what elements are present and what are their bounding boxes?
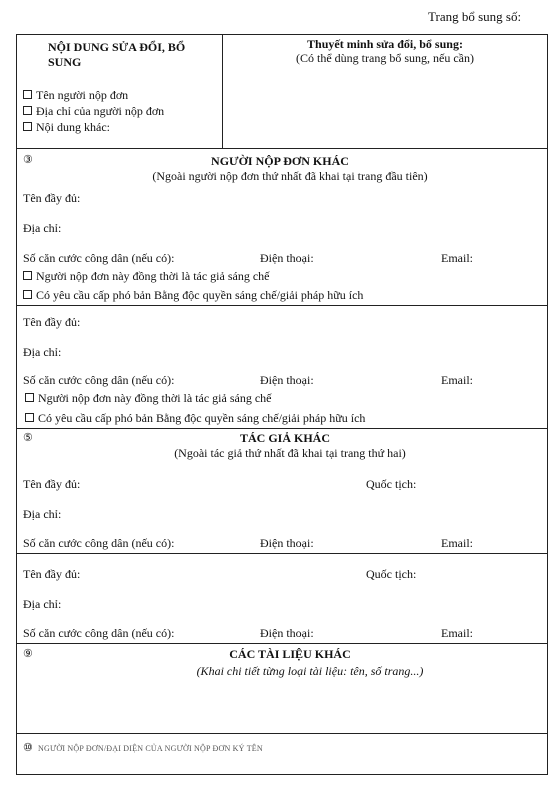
section-number: ⑨: [23, 648, 33, 660]
applicant-1-check-copy[interactable]: Có yêu cầu cấp phó bản Bằng độc quyền sáng chế/giải pháp hữu ích: [23, 288, 363, 303]
rule-after-documents: [16, 733, 548, 734]
amend-divider: [222, 34, 223, 148]
applicants-subtitle: (Ngoài người nộp đơn thứ nhất đã khai tại trang đầu tiên): [152, 169, 428, 183]
applicant-1-full-name: Tên đầy đủ:: [23, 191, 81, 205]
checkbox[interactable]: [25, 393, 34, 402]
checkbox[interactable]: [23, 271, 32, 280]
amend-option-name[interactable]: Tên người nộp đơn: [23, 88, 128, 103]
author-2-address: Địa chỉ:: [23, 597, 62, 611]
author-1-full-name: Tên đầy đủ:: [23, 477, 81, 491]
documents-note: (Khai chi tiết từng loại tài liệu: tên, số trang...): [196, 664, 424, 678]
section-number: ⑩: [23, 742, 33, 754]
author-2-id: Số căn cước công dân (nếu có):: [23, 626, 175, 640]
applicant-1-check-author[interactable]: Người nộp đơn này đồng thời là tác giả sáng chế: [23, 269, 270, 284]
applicant-2-id: Số căn cước công dân (nếu có):: [23, 373, 175, 387]
section-number: ⑤: [23, 432, 33, 444]
author-2-phone: Điện thoại:: [260, 626, 314, 640]
applicant-2-check-copy[interactable]: Có yêu cầu cấp phó bản Bằng độc quyền sáng chế/giải pháp hữu ích: [25, 411, 365, 426]
author-1-address: Địa chỉ:: [23, 507, 62, 521]
amend-explain-title: Thuyết minh sửa đổi, bổ sung:: [307, 37, 463, 51]
applicant-1-email: Email:: [441, 251, 473, 265]
author-1-phone: Điện thoại:: [260, 536, 314, 550]
rule-after-applicant-1: [16, 305, 548, 306]
section-number: ③: [23, 154, 33, 166]
applicant-2-email: Email:: [441, 373, 473, 387]
applicant-2-full-name: Tên đầy đủ:: [23, 315, 81, 329]
rule-after-applicants: [16, 428, 548, 429]
author-2-nationality: Quốc tịch:: [366, 567, 417, 581]
applicant-1-id: Số căn cước công dân (nếu có):: [23, 251, 175, 265]
amend-option-address[interactable]: Địa chỉ của người nộp đơn: [23, 104, 164, 119]
applicant-2-address: Địa chỉ:: [23, 345, 62, 359]
amend-explain-note: (Có thể dùng trang bổ sung, nếu cần): [296, 51, 474, 65]
checkbox[interactable]: [23, 106, 32, 115]
checkbox[interactable]: [23, 122, 32, 131]
author-1-email: Email:: [441, 536, 473, 550]
author-1-nationality: Quốc tịch:: [366, 477, 417, 491]
amend-option-other[interactable]: Nội dung khác:: [23, 120, 110, 135]
authors-subtitle: (Ngoài tác giả thứ nhất đã khai tại trang thứ hai): [174, 446, 406, 460]
author-1-id: Số căn cước công dân (nếu có):: [23, 536, 175, 550]
checkbox[interactable]: [23, 90, 32, 99]
author-2-full-name: Tên đầy đủ:: [23, 567, 81, 581]
applicants-title: NGƯỜI NỘP ĐƠN KHÁC: [211, 154, 349, 168]
rule-after-author-1: [16, 553, 548, 554]
signature-label: NGƯỜI NỘP ĐƠN/ĐẠI DIỆN CỦA NGƯỜI NỘP ĐƠN KÝ TÊN: [38, 744, 263, 753]
checkbox[interactable]: [23, 290, 32, 299]
applicant-2-phone: Điện thoại:: [260, 373, 314, 387]
applicant-1-address: Địa chỉ:: [23, 221, 62, 235]
amend-title: NỘI DUNG SỬA ĐỔI, BỔ SUNG: [48, 40, 186, 69]
applicant-1-phone: Điện thoại:: [260, 251, 314, 265]
applicant-2-check-author[interactable]: Người nộp đơn này đồng thời là tác giả sáng chế: [25, 391, 272, 406]
checkbox[interactable]: [25, 413, 34, 422]
rule-after-authors: [16, 643, 548, 644]
page-number-label: Trang bổ sung số:: [428, 9, 522, 24]
authors-title: TÁC GIẢ KHÁC: [239, 431, 330, 445]
author-2-email: Email:: [441, 626, 473, 640]
rule-after-amend: [16, 148, 548, 149]
documents-title: CÁC TÀI LIỆU KHÁC: [229, 647, 351, 661]
